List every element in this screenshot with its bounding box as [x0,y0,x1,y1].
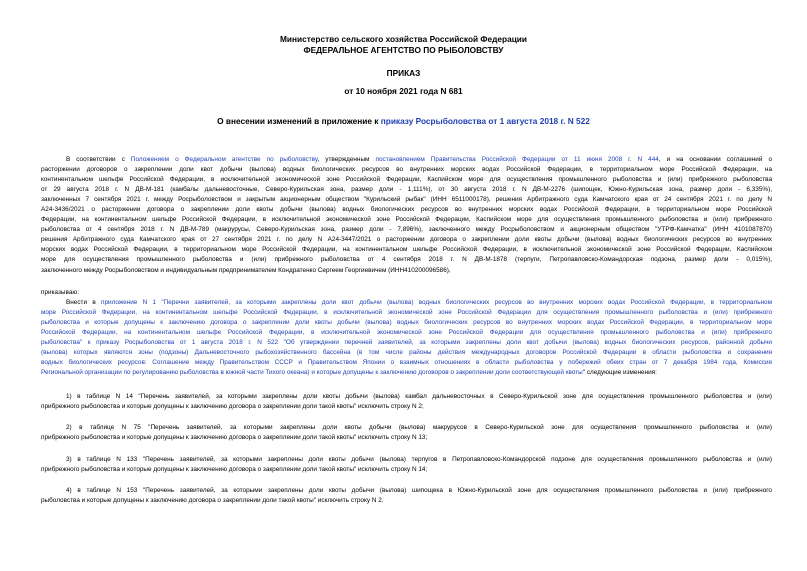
main-line[interactable]: (вылова) которых являются зоны (подзоны) Дальневосточного рыбохозяйственного бассейна (в том числе районы действия международных договоров Российской Федерации в области рыболовства и сохранения [41,349,772,357]
government-decree-link[interactable]: постановлением Правительства Российской Федерации от 11 июня 2008 г. N 444 [375,156,659,163]
main-line: Внести в приложение N 1 "Перечни заявителей, за которыми закреплены доли квот добычи (вылова) водных биологических ресурсов во внутренних морских водах Российской Федерации, в территориальном [66,299,772,306]
document-date-number: от 10 ноября 2021 года N 681 [344,86,463,96]
main-line[interactable]: водных биологических ресурсов: Соглашение между Правительством СССР и Правительством Японии о взаимных отношениях в области рыболовства у побережий обеих стран от 7 декабря 1984 года, Комиссия [41,359,772,367]
preamble-line: А24-3436/2021 о расторжении договора о закреплении доли квоты добычи (вылова) водных биологических ресурсов во внутренних морских водах Российской Федерации, в территориальном море Российской [41,206,772,214]
preamble-line: Федерации, на континентальном шельфе Российской Федерации, в исключительной экономической зоне Российской Федерации, Каспийском море для осуществления промышленного рыболовства и (или) прибрежного [41,216,772,224]
item-line: рыболовства и которые допущены к заключению договора о закреплении доли такой квоты" исключить строку N 2. [41,497,384,505]
main-line: Региональной организации по регулированию рыболовства в южной части Тихого океана) и которые допущены к заключению договоров о закреплении доли соответствующей квоты" следующие изменения: [41,369,657,377]
item-line: прибрежного рыболовства и которые допущены к заключению договора о закреплении доли такой квоты" исключить строку N 2; [41,403,424,411]
preamble-line: расторжении договоров о закреплении доли квот добычи (вылова) водных биологических ресурсов во внутренних морских водах Российской Федерации, в территориальном море Российской Федерации, на [41,166,772,174]
item-line: 4) в таблице N 153 "Перечень заявителей, за которыми закреплены доли квоты добычи (вылова) шипощека в Южно-Курильской зоне для осуществления промышленного рыболовства и (или) прибрежного [66,487,772,494]
main-line[interactable]: рыболовства" к приказу Росрыболовства от 1 августа 2018 г. N 522 "Об утверждении перечней заявителей, за которыми закреплены доли квот добычи (вылова) водных биологических ресурсов, районной добычи [41,339,772,347]
item-line: 3) в таблице N 133 "Перечень заявителей, за которыми закреплены доли квоты добычи (вылова) терпугов в Петропавловско-Командорской подзоне для осуществления промышленного рыболовства и (или) [66,456,772,463]
ministry-name: Министерство сельского хозяйства Российской Федерации [280,34,527,44]
preamble-line: морских водах Российской Федерации, в территориальном море Российской Федерации, на континентальном шельфе Российской Федерации, в исключительной экономической зоне Российской Федерации, Каспийском [41,246,772,254]
item-line: прибрежного рыболовства и которые допущены к заключению договора о закреплении доли такой квоты" исключить строку N 14; [41,466,428,474]
item-line: 2) в таблице N 75 "Перечень заявителей, за которыми закреплены доли квоты добычи (вылова) макрурусов в Северо-Курильской зоне для осуществления промышленного рыболовства и (или) [66,424,772,431]
preamble-line: В соответствии с Положением о Федеральном агентстве по рыболовству, утвержденным постановлением Правительства Российской Федерации от 11 июня 2008 г. N 444, и на основании соглашений о [66,156,772,163]
document-title [0,116,807,126]
list-item [41,392,772,412]
preamble-line: решения Арбитражного суда Камчатского края от 27 сентября 2021 г. по делу N А24-3447/2021 о расторжении договора о закреплении доли квоты добычи (вылова) водных биологических ресурсов во внутренних [41,236,772,244]
preamble-line: континентальном шельфе Российской Федерации, в исключительной экономической зоне Российской Федерации, Каспийском море для осуществления промышленного рыболовства и (или) прибрежного рыболовства [41,176,772,184]
main-line[interactable]: море Российской Федерации, на континентальном шельфе Российской Федерации, в исключительной экономической зоне Российской Федерации для осуществления промышленного рыболовства и (или) прибрежного [41,309,772,317]
title-text: О внесении изменений в приложение к [217,116,381,126]
list-item [41,486,772,506]
preamble-line: рыболовства от 4 сентября 2018 г. N ДВ-М-789 (макрурусы, Северо-Курильская зона, размер доли - 7,896%), заключенного между Росрыболовством и акционерным обществом "УТРФ-Камчатка" (ИНН 4101087870) [41,226,772,234]
item-line: прибрежного рыболовства и которые допущены к заключению договора о закреплении доли такой квоты" исключить строку N 13; [41,434,428,442]
preamble-line: море для осуществления промышленного рыболовства и (или) прибрежного рыболовства от 4 сентября 2018 г. N ДВ-М-1878 (терпуги, Петропавловско-Командорская подзона, размер доли - 0,015%), [41,256,772,264]
preamble-line: заключенного между Росрыболовством и индивидуальным предпринимателем Кондратенко Сергеем Георгиевичем (ИНН410200096586), [41,266,451,274]
item-line: 1) в таблице N 14 "Перечень заявителей, за которыми закреплены доли квоты добычи (вылова) камбал дальневосточных в Северо-Курильской зоне для осуществления промышленного рыболовства и (или) [66,393,772,400]
preamble-paragraph [41,155,772,276]
main-paragraph [41,298,772,378]
main-line[interactable]: рыболовства и которые допущены к заключению договора о закреплении доли квоты добычи (вылова) водных биологических ресурсов во внутренних морских водах Российской Федерации, в территориальном море [41,319,772,327]
order-word: приказываю: [41,289,79,296]
agency-name: ФЕДЕРАЛЬНОЕ АГЕНТСТВО ПО РЫБОЛОВСТВУ [303,45,504,55]
preamble-line: от 29 августа 2018 г. N ДВ-М-181 (камбалы дальневосточные, Северо-Курильская зона, размер доли - 1,111%), от 30 августа 2018 г. N ДВ-М-2276 (шипощек, Южно-Курильская зона, размер доли - 6,335%), [41,186,772,194]
list-item [41,423,772,443]
order-522-link[interactable]: приказу Росрыболовства от 1 августа 2018 г. N 522 [380,116,590,126]
document-type: ПРИКАЗ [386,68,421,78]
preamble-line: заключенных 7 сентября 2021 г. между Росрыболовством и закрытым акционерным обществом "Курильский рыбак" (ИНН 6511000178), решения Арбитражного суда Камчатского края от 24 сентября 2021 г. по делу N [41,196,772,204]
regulation-link[interactable]: Положением о Федеральном агентстве по рыболовству [130,156,318,163]
main-line[interactable]: Российской Федерации, на континентальном шельфе Российской Федерации, в исключительной экономической зоне Российской Федерации для осуществления промышленного рыболовства и (или) прибрежного [41,329,772,337]
list-item [41,455,772,475]
appendix-1-link[interactable]: приложение N 1 "Перечни заявителей, за которыми закреплены доли квот добычи (вылова) водных биологических ресурсов во внутренних морских водах Российской Федерации, в территориальном [101,299,772,306]
